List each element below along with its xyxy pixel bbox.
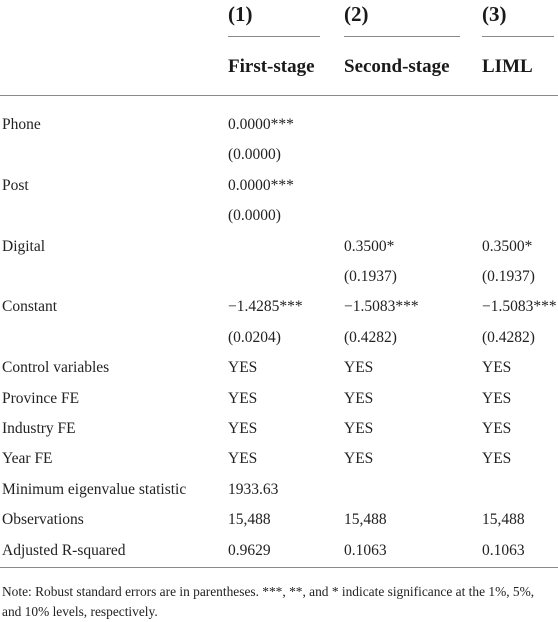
row-label: Minimum eigenvalue statistic (2, 481, 187, 498)
column-3-name: LIML (482, 56, 533, 77)
row-label: Post (2, 177, 29, 194)
cell-col-1: YES (228, 420, 258, 437)
cell-col-2: YES (344, 390, 374, 407)
cell-col-1: YES (228, 359, 258, 376)
cell-col-1: (0.0204) (228, 329, 281, 346)
cell-col-3: YES (482, 450, 512, 467)
header-bottom-rule (0, 95, 558, 96)
table-bottom-rule (0, 567, 558, 568)
cell-col-1: (0.0000) (228, 146, 281, 163)
cell-col-3: YES (482, 420, 512, 437)
cell-col-2: 0.3500* (344, 238, 395, 255)
cell-col-1: YES (228, 450, 258, 467)
column-3-rule (482, 36, 554, 37)
row-label: Constant (2, 298, 58, 315)
row-label: Year FE (2, 450, 53, 467)
row-label: Digital (2, 238, 46, 255)
cell-col-2: −1.5083*** (344, 298, 419, 315)
cell-col-2: (0.4282) (344, 329, 397, 346)
cell-col-1: 1933.63 (228, 481, 279, 498)
cell-col-3: YES (482, 390, 512, 407)
cell-col-1: 0.0000*** (228, 177, 294, 194)
row-label: Province FE (2, 390, 80, 407)
column-1-rule (228, 36, 320, 37)
column-1-number: (1) (228, 2, 253, 26)
cell-col-1: 0.9629 (228, 542, 271, 559)
column-2-number: (2) (344, 2, 369, 26)
row-label: Industry FE (2, 420, 76, 437)
row-label: Adjusted R-squared (2, 542, 126, 559)
cell-col-3: (0.1937) (482, 268, 535, 285)
cell-col-1: (0.0000) (228, 207, 281, 224)
table-note: Note: Robust standard errors are in parentheses. ***, **, and * indicate significance at the 1%, 5%, and 10% levels, respectively. (2, 584, 535, 619)
cell-col-2: YES (344, 359, 374, 376)
cell-col-1: YES (228, 390, 258, 407)
column-1-name: First-stage (228, 56, 315, 77)
cell-col-2: 15,488 (344, 511, 387, 528)
row-label: Observations (2, 511, 84, 528)
cell-col-2: (0.1937) (344, 268, 397, 285)
column-3-number: (3) (482, 2, 507, 26)
cell-col-1: −1.4285*** (228, 298, 303, 315)
column-2-rule (344, 36, 460, 37)
cell-col-3: (0.4282) (482, 329, 535, 346)
cell-col-1: 0.0000*** (228, 116, 294, 133)
cell-col-2: YES (344, 420, 374, 437)
cell-col-1: 15,488 (228, 511, 271, 528)
cell-col-3: 0.1063 (482, 542, 525, 559)
row-label: Control variables (2, 359, 110, 376)
column-2-name: Second-stage (344, 56, 450, 77)
cell-col-3: 0.3500* (482, 238, 533, 255)
cell-col-3: YES (482, 359, 512, 376)
cell-col-3: −1.5083*** (482, 298, 557, 315)
cell-col-3: 15,488 (482, 511, 525, 528)
cell-col-2: YES (344, 450, 374, 467)
row-label: Phone (2, 116, 41, 133)
cell-col-2: 0.1063 (344, 542, 387, 559)
